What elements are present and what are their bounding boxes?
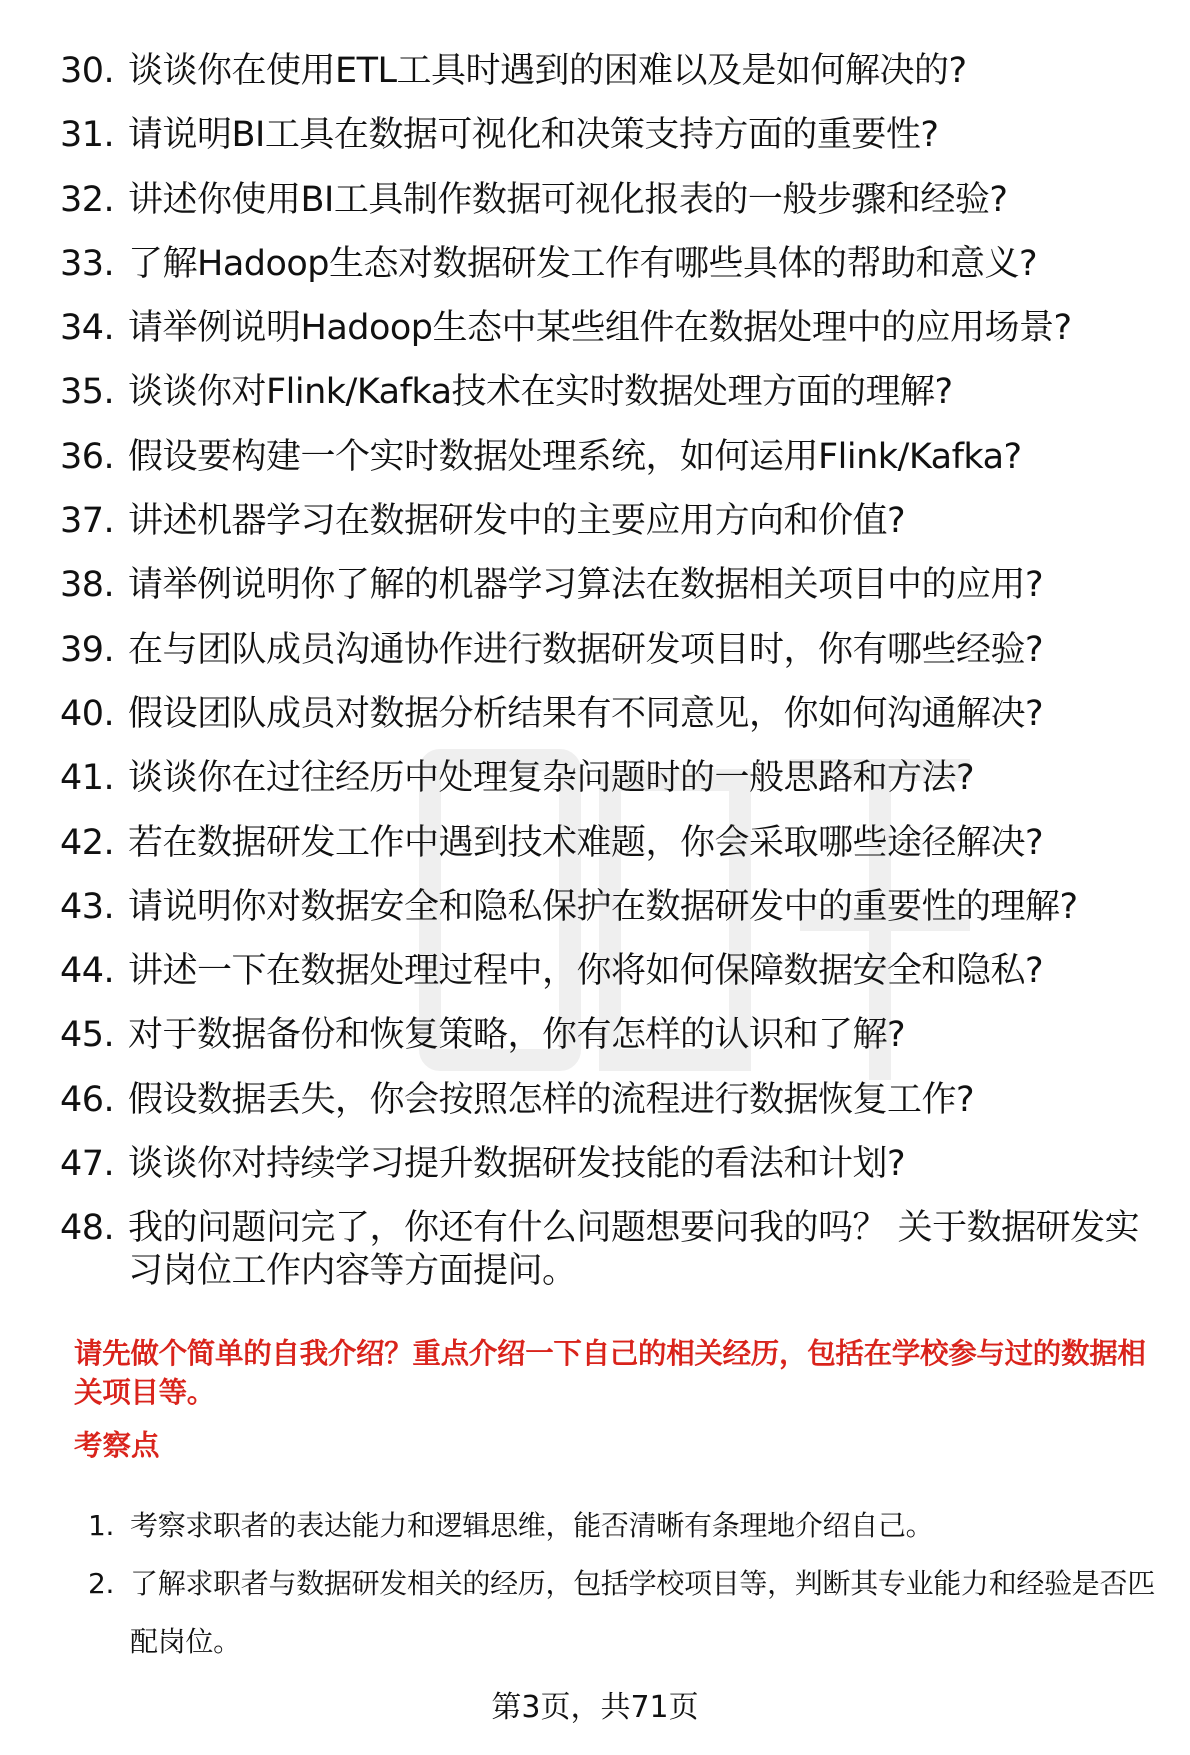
question-list — [60, 50, 1170, 1315]
list-item — [60, 757, 1170, 800]
question-text: 讲述机器学习在数据研发中的主要应用方向和价值? — [128, 501, 906, 542]
list-item — [88, 1497, 1168, 1555]
question-text: 讲述你使用BI工具制作数据可视化报表的一般步骤和经验? — [128, 179, 1008, 220]
question-number: 41. — [60, 758, 115, 799]
question-number: 47. — [60, 1144, 115, 1185]
list-item — [88, 1555, 1168, 1671]
list-item — [60, 243, 1170, 286]
question-text: 谈谈你在使用ETL工具时遇到的困难以及是如何解决的? — [128, 51, 967, 91]
question-text: 请说明你对数据安全和隐私保护在数据研发中的重要性的理解? — [128, 886, 1078, 927]
question-text: 请举例说明Hadoop生态中某些组件在数据处理中的应用场景? — [128, 308, 1072, 349]
list-item — [60, 629, 1170, 672]
list-item — [60, 564, 1170, 607]
point-number: 2. — [88, 1567, 115, 1600]
question-text: 讲述一下在数据处理过程中，你将如何保障数据安全和隐私? — [128, 951, 1044, 992]
question-number: 35. — [60, 372, 115, 413]
list-item — [60, 50, 1170, 93]
question-number: 48. — [60, 1208, 115, 1249]
point-text: 考察求职者的表达能力和逻辑思维，能否清晰有条理地介绍自己。 — [130, 1509, 934, 1542]
list-item — [60, 1014, 1170, 1057]
point-text: 了解求职者与数据研发相关的经历，包括学校项目等，判断其专业能力和经验是否匹配岗位。 — [130, 1567, 1155, 1658]
question-text: 假设团队成员对数据分析结果有不同意见，你如何沟通解决? — [128, 693, 1044, 734]
list-item — [60, 886, 1170, 929]
list-item — [60, 950, 1170, 993]
question-number: 34. — [60, 308, 115, 349]
point-number: 1. — [88, 1509, 115, 1542]
question-text: 在与团队成员沟通协作进行数据研发项目时，你有哪些经验? — [128, 629, 1044, 670]
question-text: 对于数据备份和恢复策略，你有怎样的认识和了解? — [128, 1015, 906, 1056]
question-text: 谈谈你在过往经历中处理复杂问题时的一般思路和方法? — [128, 758, 975, 799]
question-text: 我的问题问完了，你还有什么问题想要问我的吗？ 关于数据研发实习岗位工作内容等方面提问。 — [128, 1208, 1140, 1292]
question-number: 42. — [60, 822, 115, 863]
highlight-question: 请先做个简单的自我介绍？重点介绍一下自己的相关经历，包括在学校参与过的数据相关项目等。 — [74, 1337, 1146, 1409]
list-item — [60, 1143, 1170, 1186]
question-text: 请说明BI工具在数据可视化和决策支持方面的重要性? — [128, 115, 939, 156]
question-number: 30. — [60, 51, 115, 91]
question-number: 43. — [60, 886, 115, 927]
question-text: 假设数据丢失，你会按照怎样的流程进行数据恢复工作? — [128, 1079, 975, 1120]
question-text: 谈谈你对持续学习提升数据研发技能的看法和计划? — [128, 1144, 906, 1185]
question-number: 37. — [60, 501, 115, 542]
question-number: 46. — [60, 1079, 115, 1120]
list-item — [60, 822, 1170, 865]
question-text: 假设要构建一个实时数据处理系统，如何运用Flink/Kafka? — [128, 436, 1022, 477]
question-text: 了解Hadoop生态对数据研发工作有哪些具体的帮助和意义? — [128, 243, 1038, 284]
list-item — [60, 179, 1170, 222]
question-number: 33. — [60, 243, 115, 284]
list-item — [60, 114, 1170, 157]
assessment-points — [88, 1497, 1168, 1671]
question-number: 44. — [60, 951, 115, 992]
list-item — [60, 500, 1170, 543]
list-item — [60, 371, 1170, 414]
list-item — [60, 1207, 1170, 1293]
section-title: 考察点 — [74, 1429, 160, 1462]
question-text: 谈谈你对Flink/Kafka技术在实时数据处理方面的理解? — [128, 372, 953, 413]
question-number: 40. — [60, 693, 115, 734]
question-number: 32. — [60, 179, 115, 220]
page-footer: 第3页，共71页 — [491, 1690, 699, 1725]
question-number: 39. — [60, 629, 115, 670]
question-number: 45. — [60, 1015, 115, 1056]
question-number: 31. — [60, 115, 115, 156]
question-text: 请举例说明你了解的机器学习算法在数据相关项目中的应用? — [128, 565, 1044, 606]
question-text: 若在数据研发工作中遇到技术难题，你会采取哪些途径解决? — [128, 822, 1044, 863]
question-number: 38. — [60, 565, 115, 606]
question-number: 36. — [60, 436, 115, 477]
list-item — [60, 693, 1170, 736]
list-item — [60, 436, 1170, 479]
list-item — [60, 307, 1170, 350]
list-item — [60, 1079, 1170, 1122]
